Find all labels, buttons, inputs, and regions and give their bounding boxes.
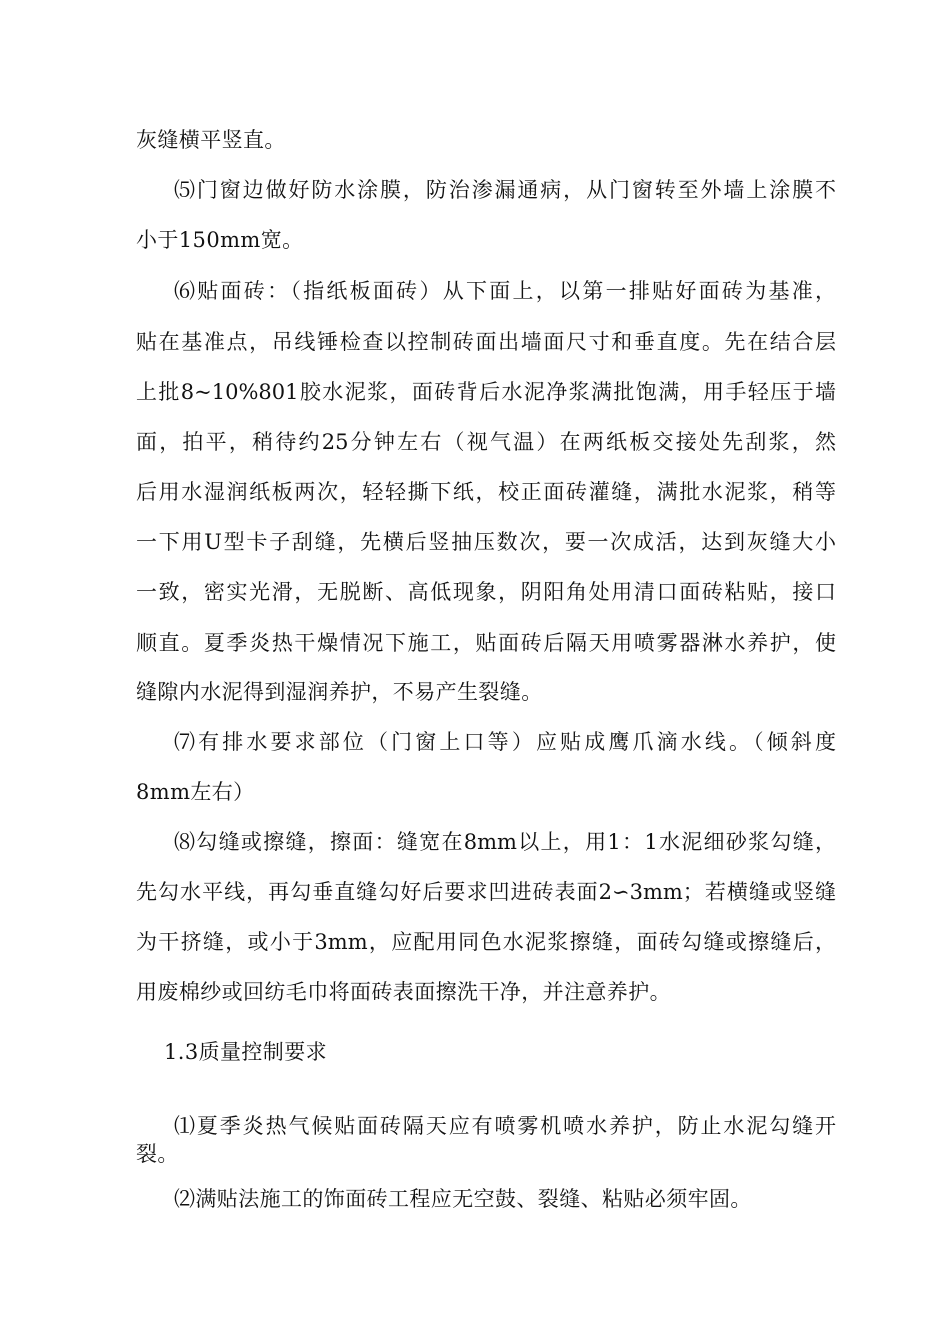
item-6-line-4: 面，拍平，稍待约25分钟左右（视气温）在两纸板交接处先刮浆，然 bbox=[136, 430, 836, 454]
item-6-line-7: 一致，密实光滑，无脱断、高低现象，阴阳角处用清口面砖粘贴，接口 bbox=[136, 580, 836, 604]
text-line: 灰缝横平竖直。 bbox=[136, 128, 286, 152]
item-6-line-3: 上批8~10%801胶水泥浆，面砖背后水泥净浆满批饱满，用手轻压于墙 bbox=[136, 380, 836, 404]
item-5-line-1: ⑸门窗边做好防水涂膜，防治渗漏通病，从门窗转至外墙上涂膜不 bbox=[174, 178, 836, 202]
item-6-line-8: 顺直。夏季炎热干燥情况下施工，贴面砖后隔天用喷雾器淋水养护，使 bbox=[136, 631, 836, 655]
item-5-line-2: 小于150mm宽。 bbox=[136, 228, 304, 252]
item-8-line-1: ⑻勾缝或擦缝，擦面：缝宽在8mm以上，用1：1水泥细砂浆勾缝， bbox=[174, 830, 836, 854]
item-6-line-5: 后用水湿润纸板两次，轻轻撕下纸，校正面砖灌缝，满批水泥浆，稍等 bbox=[136, 480, 836, 504]
section-heading: 1.3质量控制要求 bbox=[164, 1040, 327, 1064]
item-6-line-6: 一下用U型卡子刮缝，先横后竖抽压数次，要一次成活，达到灰缝大小 bbox=[136, 530, 836, 554]
item-8-line-2: 先勾水平线，再勾垂直缝勾好后要求凹进砖表面2∽3mm；若横缝或竖缝 bbox=[136, 880, 836, 904]
item-8-line-4: 用废棉纱或回纺毛巾将面砖表面擦洗干净，并注意养护。 bbox=[136, 980, 671, 1004]
item-6-line-9: 缝隙内水泥得到湿润养护，不易产生裂缝。 bbox=[136, 680, 543, 704]
quality-item-1-line-2: 裂。 bbox=[136, 1142, 179, 1166]
item-6-line-2: 贴在基准点，吊线锤检查以控制砖面出墙面尺寸和垂直度。先在结合层 bbox=[136, 330, 836, 354]
quality-item-1-line-1: ⑴夏季炎热气候贴面砖隔天应有喷雾机喷水养护，防止水泥勾缝开 bbox=[174, 1114, 836, 1138]
item-7-line-2: 8mm左右） bbox=[136, 780, 255, 804]
item-6-line-1: ⑹贴面砖：（指纸板面砖）从下面上，以第一排贴好面砖为基准， bbox=[174, 279, 836, 303]
item-7-line-1: ⑺有排水要求部位（门窗上口等）应贴成鹰爪滴水线。（倾斜度 bbox=[174, 730, 836, 754]
item-8-line-3: 为干挤缝，或小于3mm，应配用同色水泥浆擦缝，面砖勾缝或擦缝后， bbox=[136, 930, 836, 954]
quality-item-2-line-1: ⑵满贴法施工的饰面砖工程应无空鼓、裂缝、粘贴必须牢固。 bbox=[174, 1187, 752, 1211]
